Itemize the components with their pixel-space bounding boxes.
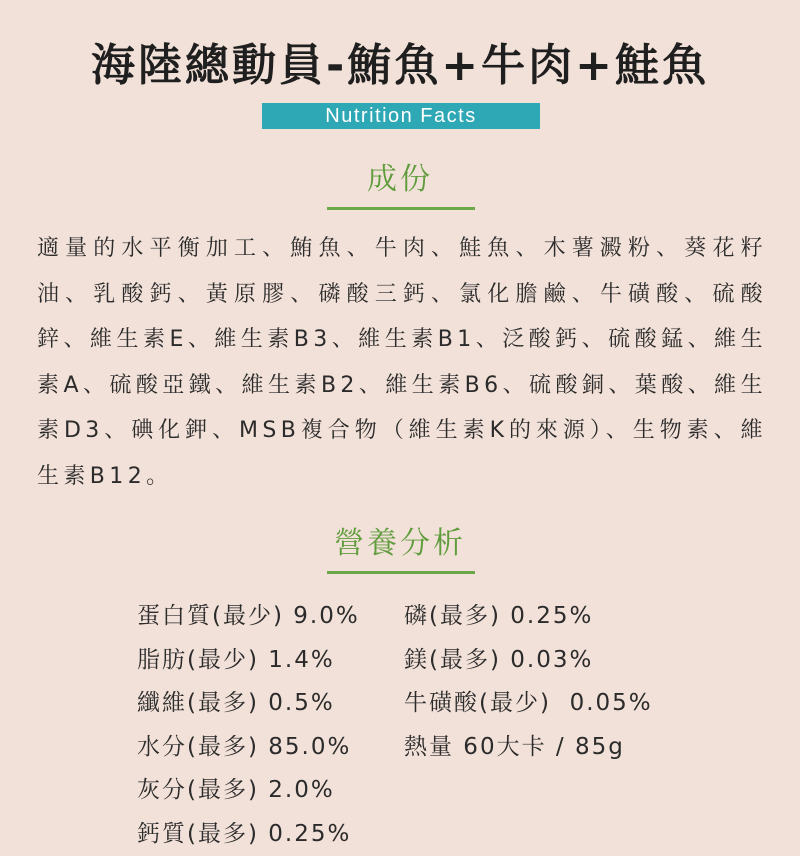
nutrient-moisture: 水分(最多) 85.0%: [137, 726, 360, 770]
nutrient-magnesium: 鎂(最多) 0.03%: [404, 639, 653, 683]
nutrition-list-left: [137, 595, 360, 856]
nutrient-ash: 灰分(最多) 2.0%: [137, 769, 360, 813]
nutrient-calories: 熱量 60大卡 / 85g: [404, 726, 653, 770]
ingredients-heading: 成份: [0, 160, 800, 200]
nutrient-taurine: 牛磺酸(最少) 0.05%: [404, 682, 653, 726]
nutrition-list-right: [404, 595, 653, 769]
page-title: 海陸總動員-鮪魚+牛肉+鮭魚: [0, 38, 800, 94]
nutrient-fiber: 纖維(最多) 0.5%: [137, 682, 360, 726]
ingredients-divider: [327, 207, 475, 210]
nutrient-fat: 脂肪(最少) 1.4%: [137, 639, 360, 683]
nutrition-divider: [327, 571, 475, 574]
nutrient-phosphorus: 磷(最多) 0.25%: [404, 595, 653, 639]
nutrient-calcium: 鈣質(最多) 0.25%: [137, 813, 360, 856]
ingredients-list: 適量的水平衡加工、鮪魚、牛肉、鮭魚、木薯澱粉、葵花籽油、乳酸鈣、黃原膠、磷酸三鈣、氯化膽鹼、牛磺酸、硫酸鋅、維生素E、維生素B3、維生素B1、泛酸鈣、硫酸錳、維生素A、硫酸亞鐵、維生素B2、維生素B6、硫酸銅、葉酸、維生素D3、碘化鉀、MSB複合物（維生素K的來源）、生物素、維生素B12。: [37, 226, 767, 499]
nutrient-protein: 蛋白質(最少) 9.0%: [137, 595, 360, 639]
nutrition-heading: 營養分析: [0, 524, 800, 564]
nutrition-facts-banner: Nutrition Facts: [262, 103, 540, 129]
